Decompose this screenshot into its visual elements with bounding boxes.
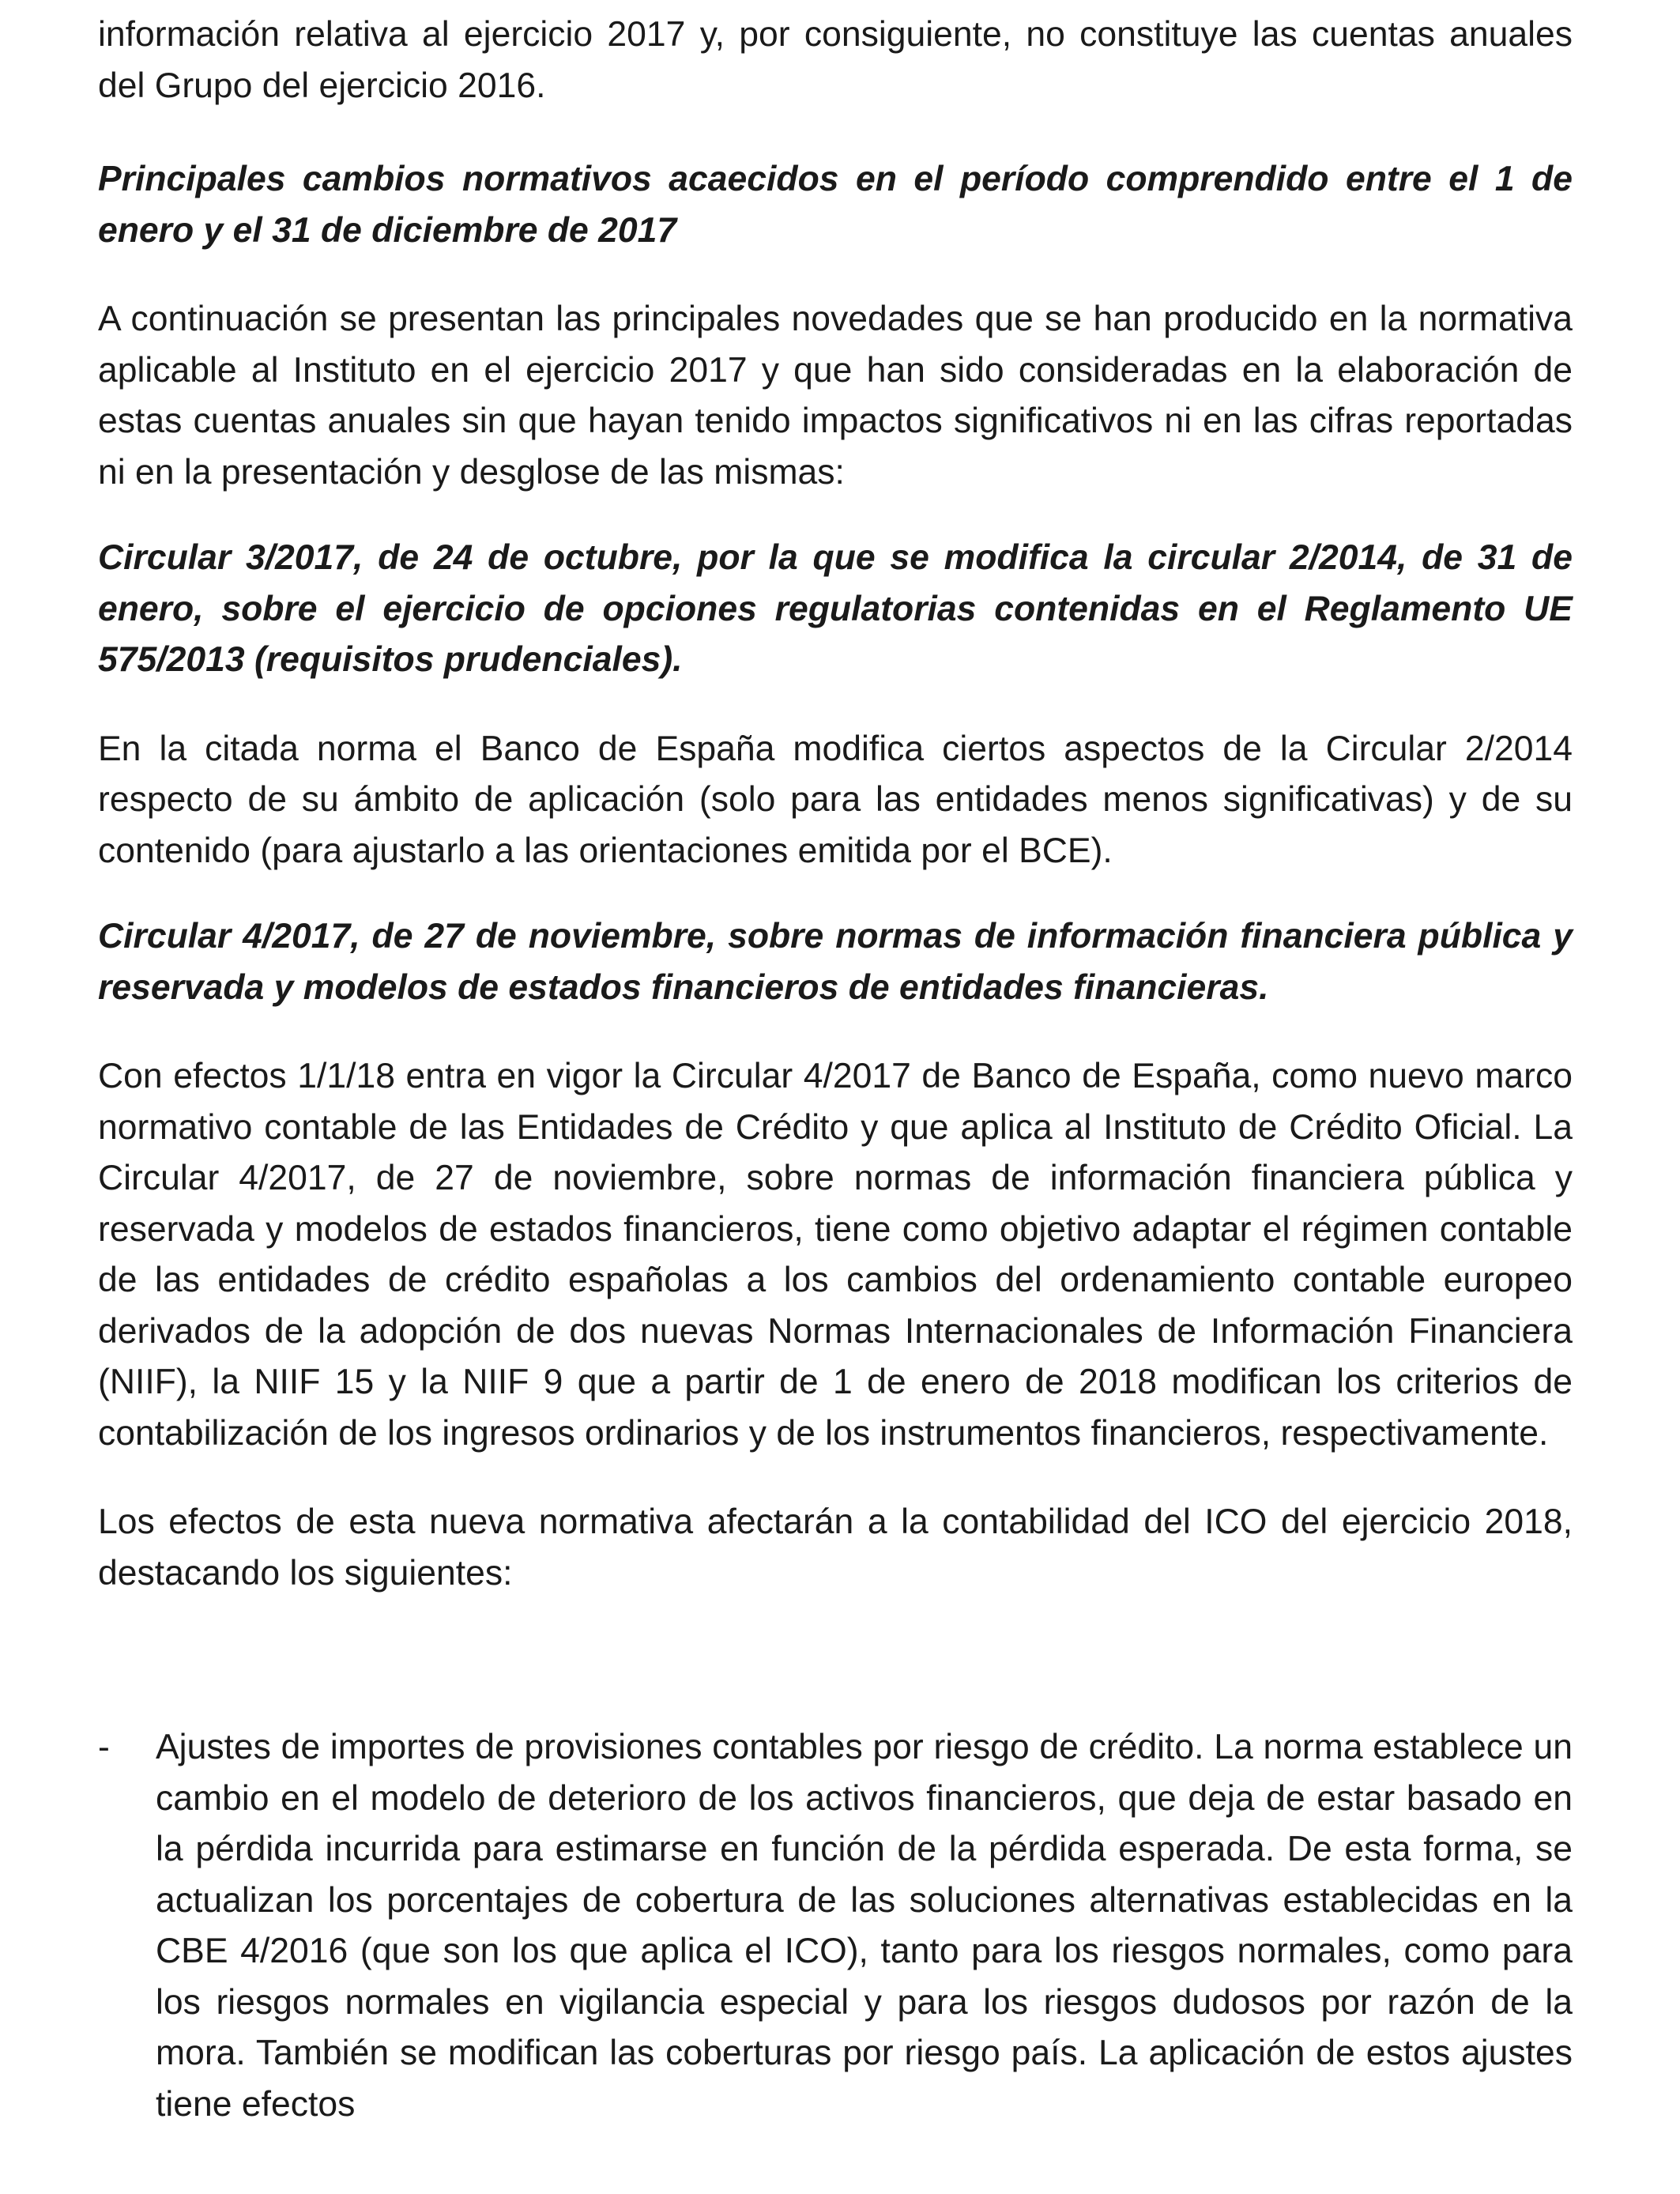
list-item (98, 1722, 1573, 2130)
circular-4-body: Con efectos 1/1/18 entra en vigor la Circular 4/2017 de Banco de España, como nuevo marco normativo contable de las Entidades de Crédito y que aplica al Instituto de Crédito Oficial. La Circular 4/2017, de 27 de noviembre, sobre normas de información financiera pública y reservada y modelos de estados financieros, tiene como objetivo adaptar el régimen contable de las entidades de crédito españolas a los cambios del ordenamiento contable europeo derivados de la adopción de dos nuevas Normas Internacionales de Información Financiera (NIIF), la NIIF 15 y la NIIF 9 que a partir de 1 de enero de 2018 modifican los criterios de contabilización de los ingresos ordinarios y de los instrumentos financieros, respectivamente. (98, 1057, 1573, 1453)
bullet-text: Ajustes de importes de provisiones contables por riesgo de crédito. La norma establece un cambio en el modelo de deterioro de los activos financieros, que deja de estar basado en la pérdida incurrida para estimarse en función de la pérdida esperada. De esta forma, se actualizan los porcentajes de cobertura de las soluciones alternativas establecidas en la CBE 4/2016 (que son los que aplica el ICO), tanto para los riesgos normales, como para los riesgos normales en vigilancia especial y para los riesgos dudosos por razón de la mora. También se modifican las coberturas por riesgo país. La aplicación de estos ajustes tiene efectos (156, 1728, 1573, 2124)
document-page (98, 9, 1573, 2130)
section-heading: Principales cambios normativos acaecidos en el período comprendido entre el 1 de enero y el 31 de diciembre de 2017 (98, 160, 1573, 250)
circular-3-body: En la citada norma el Banco de España modifica ciertos aspectos de la Circular 2/2014 respecto de su ámbito de aplicación (solo para las entidades menos significativas) y de su contenido (para ajustarlo a las orientaciones emitida por el BCE). (98, 729, 1573, 870)
section-intro-paragraph: A continuación se presentan las principales novedades que se han producido en la normativa aplicable al Instituto en el ejercicio 2017 y que han sido consideradas en la elaboración de estas cuentas anuales sin que hayan tenido impactos significativos ni en las cifras reportadas ni en la presentación y desglose de las mismas: (98, 300, 1573, 492)
intro-paragraph: información relativa al ejercicio 2017 y, por consiguiente, no constituye las cuentas anuales del Grupo del ejercicio 2016. (98, 15, 1573, 105)
circular-3-heading: Circular 3/2017, de 24 de octubre, por la que se modifica la circular 2/2014, de 31 de enero, sobre el ejercicio de opciones regulatorias contenidas en el Reglamento UE 575/2013 (requisitos prudenciales). (98, 538, 1573, 679)
circular-4-heading: Circular 4/2017, de 27 de noviembre, sobre normas de información financiera pública y reservada y modelos de estados financieros de entidades financieras. (98, 917, 1573, 1007)
effects-intro-paragraph: Los efectos de esta nueva normativa afectarán a la contabilidad del ICO del ejercicio 2018, destacando los siguientes: (98, 1502, 1573, 1593)
bullet-marker: - (98, 1728, 110, 1766)
